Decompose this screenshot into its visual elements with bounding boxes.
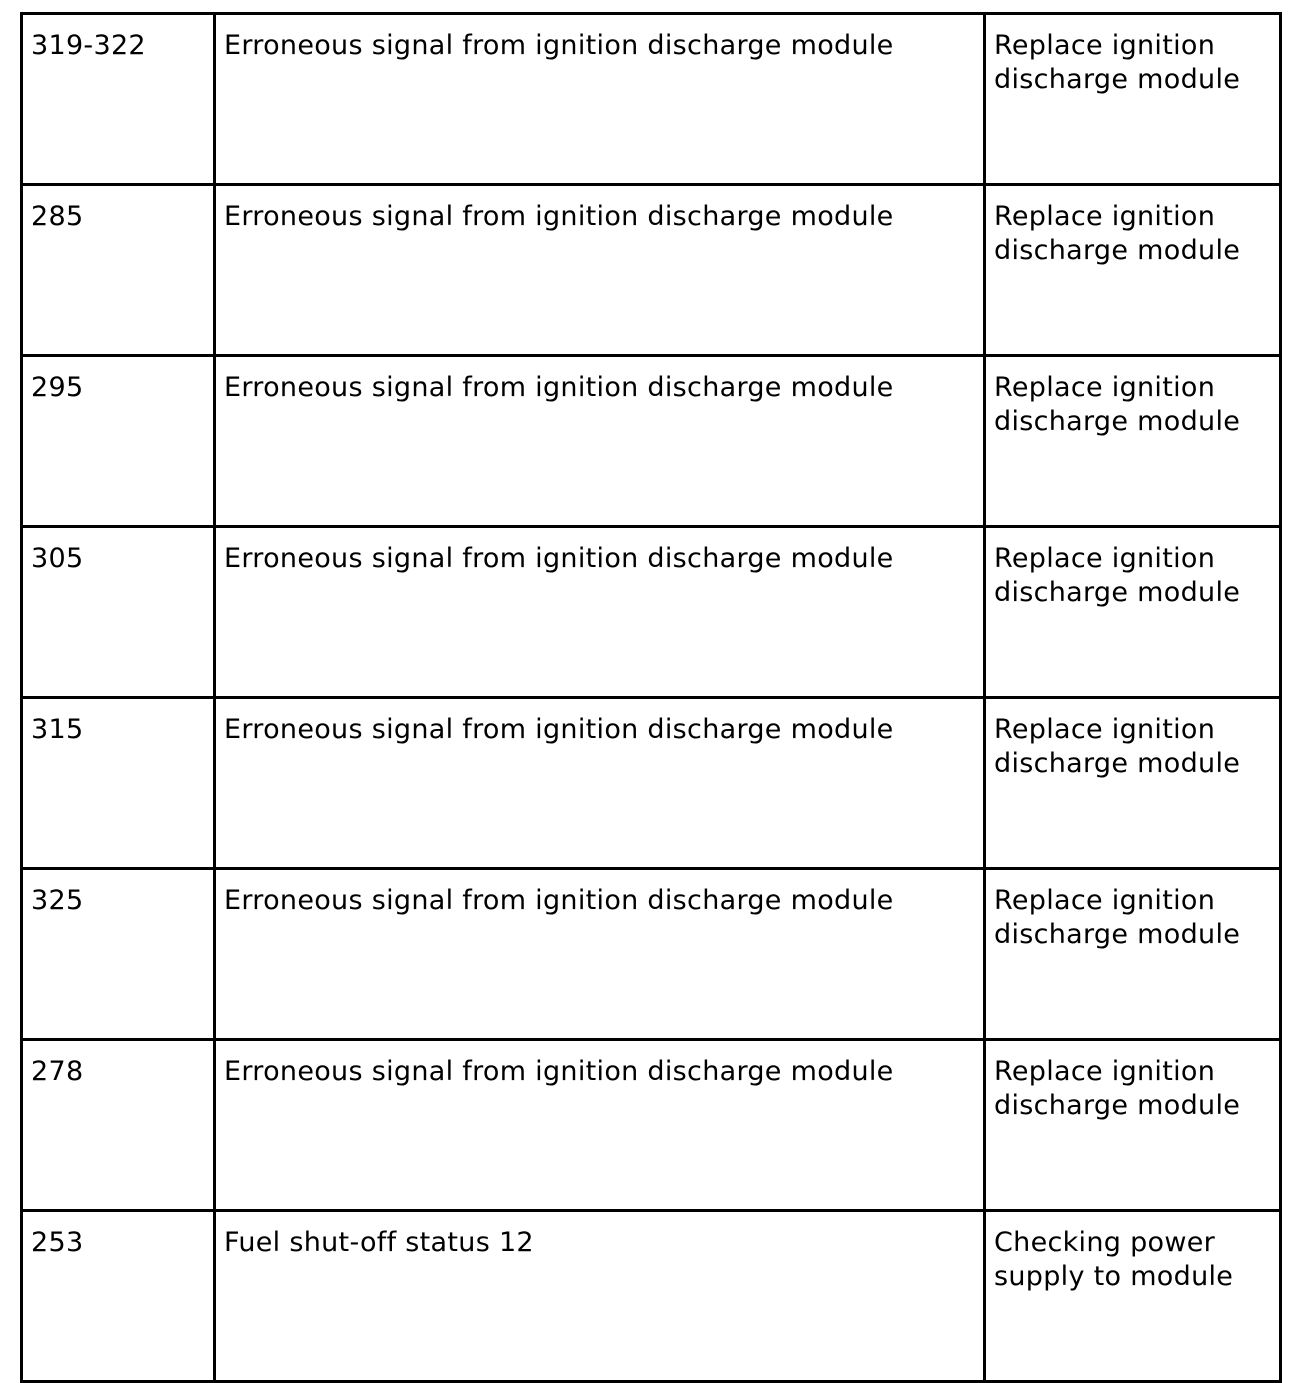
fault-description-cell: Erroneous signal from ignition discharge module — [215, 1040, 985, 1211]
fault-description-cell: Erroneous signal from ignition discharge module — [215, 356, 985, 527]
corrective-action-cell: Replace ignition discharge module — [985, 869, 1281, 1040]
corrective-action-cell: Replace ignition discharge module — [985, 14, 1281, 185]
fault-description-cell: Fuel shut-off status 12 — [215, 1211, 985, 1382]
fault-description-cell: Erroneous signal from ignition discharge module — [215, 698, 985, 869]
fault-code-cell: 253 — [22, 1211, 215, 1382]
table-row — [22, 1040, 1281, 1211]
corrective-action-cell: Replace ignition discharge module — [985, 356, 1281, 527]
table-row — [22, 185, 1281, 356]
fault-description-cell: Erroneous signal from ignition discharge module — [215, 185, 985, 356]
table-row — [22, 698, 1281, 869]
table-row — [22, 1211, 1281, 1382]
fault-code-cell: 295 — [22, 356, 215, 527]
fault-code-cell: 325 — [22, 869, 215, 1040]
corrective-action-cell: Replace ignition discharge module — [985, 185, 1281, 356]
table-row — [22, 14, 1281, 185]
corrective-action-cell: Replace ignition discharge module — [985, 1040, 1281, 1211]
fault-code-cell: 319-322 — [22, 14, 215, 185]
table-row — [22, 527, 1281, 698]
fault-description-cell: Erroneous signal from ignition discharge module — [215, 527, 985, 698]
fault-code-cell: 278 — [22, 1040, 215, 1211]
fault-code-table — [20, 12, 1282, 1383]
corrective-action-cell: Replace ignition discharge module — [985, 698, 1281, 869]
fault-code-cell: 315 — [22, 698, 215, 869]
fault-code-cell: 305 — [22, 527, 215, 698]
fault-code-cell: 285 — [22, 185, 215, 356]
fault-description-cell: Erroneous signal from ignition discharge module — [215, 14, 985, 185]
table-row — [22, 869, 1281, 1040]
corrective-action-cell: Replace ignition discharge module — [985, 527, 1281, 698]
table-row — [22, 356, 1281, 527]
corrective-action-cell: Checking power supply to module — [985, 1211, 1281, 1382]
fault-description-cell: Erroneous signal from ignition discharge module — [215, 869, 985, 1040]
